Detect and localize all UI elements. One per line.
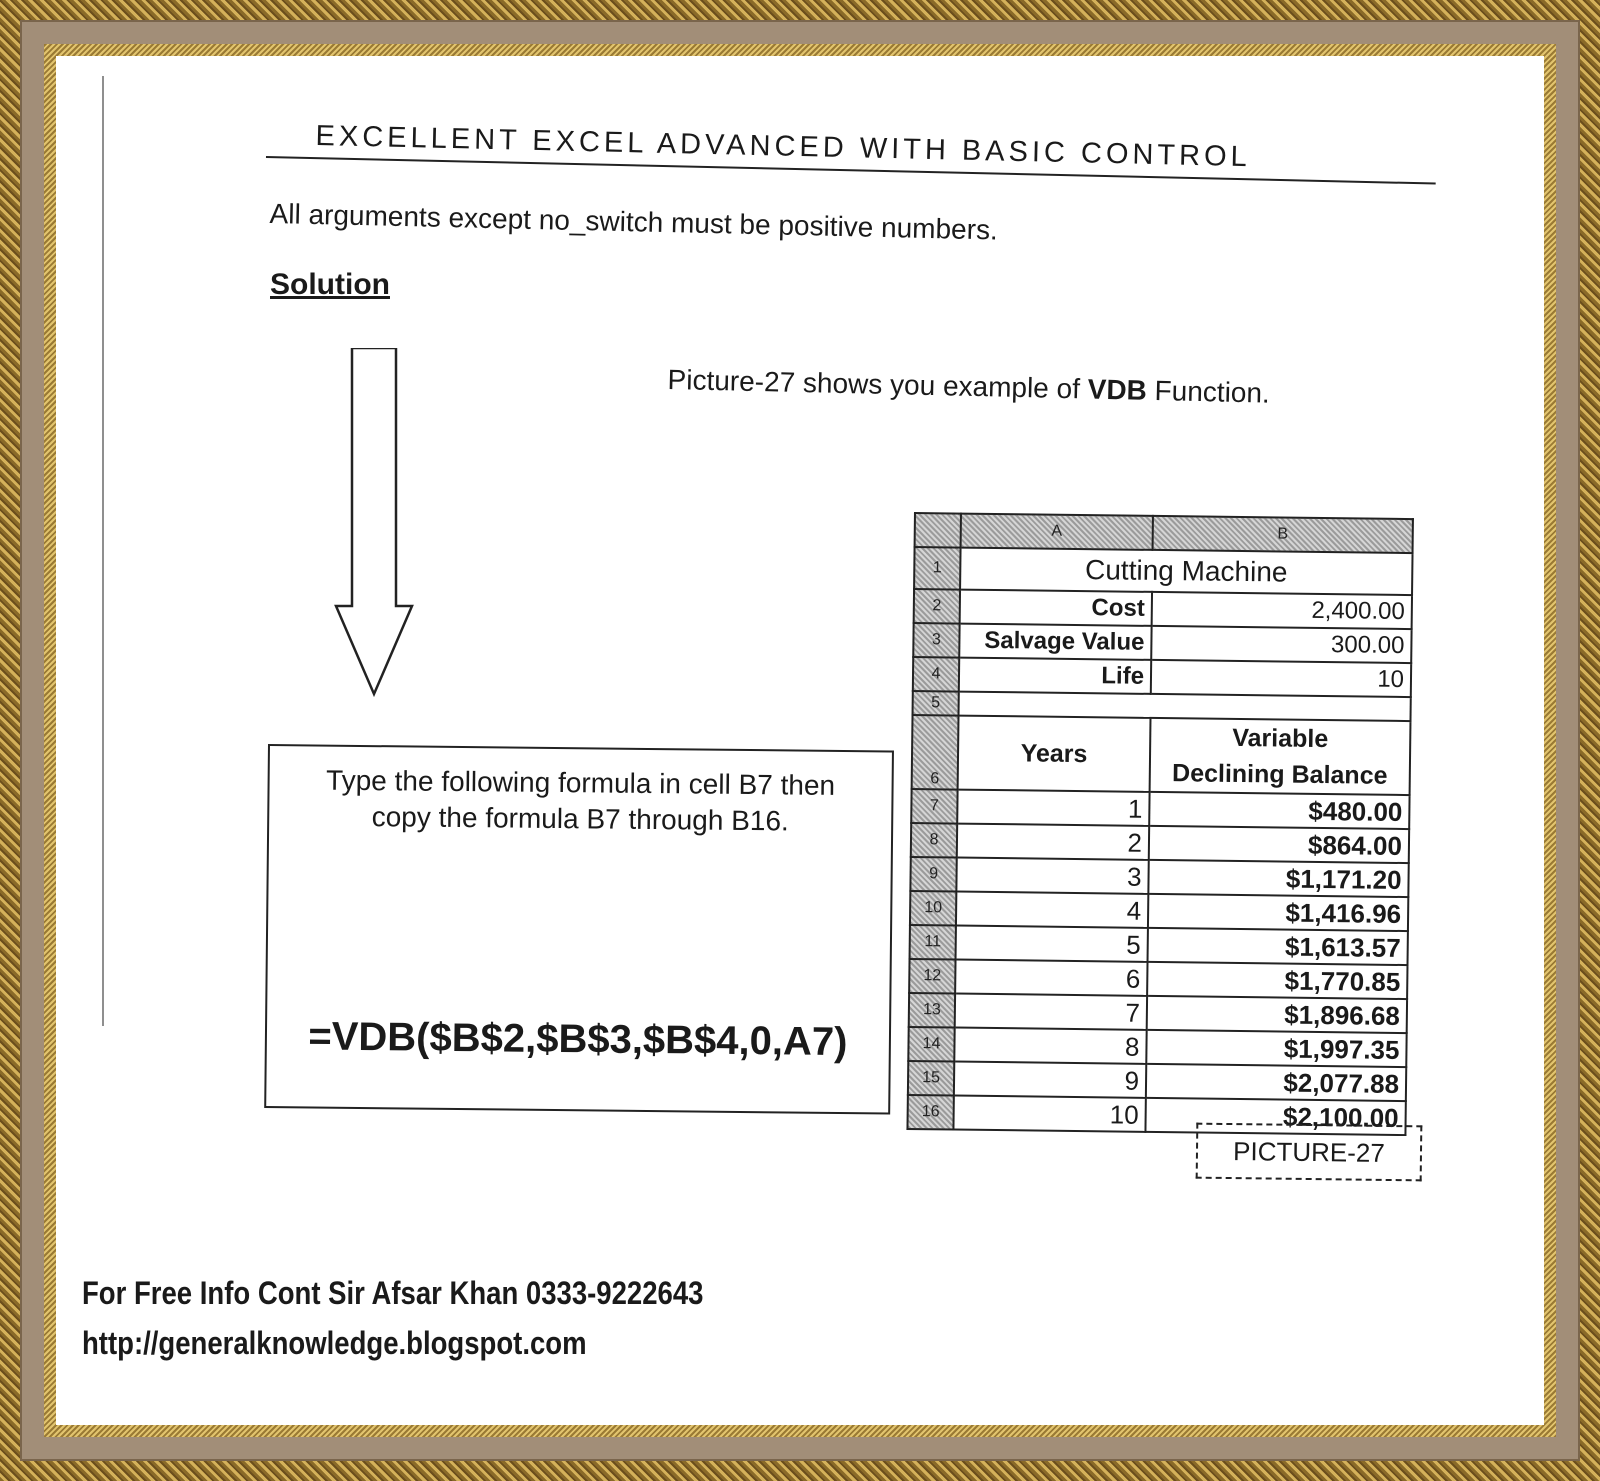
year-cell: 7 bbox=[955, 994, 1147, 1030]
intro-text: All arguments except no_switch must be positive numbers. bbox=[269, 198, 999, 246]
column-header-a: A bbox=[961, 514, 1153, 550]
column-header-b: B bbox=[1153, 516, 1413, 553]
sheet-title: Cutting Machine bbox=[960, 548, 1412, 596]
year-cell: 3 bbox=[956, 858, 1148, 894]
year-cell: 5 bbox=[956, 926, 1148, 962]
caption-prefix: Picture-27 shows you example of bbox=[667, 364, 1089, 405]
row-header: 5 bbox=[913, 691, 959, 716]
page-header-title: EXCELLENT EXCEL ADVANCED WITH BASIC CONTROL bbox=[315, 120, 1252, 174]
vdb-value-cell: $480.00 bbox=[1149, 792, 1409, 829]
year-cell: 10 bbox=[953, 1096, 1145, 1132]
row-header: 6 bbox=[912, 715, 959, 790]
year-cell: 6 bbox=[955, 960, 1147, 996]
row-header: 15 bbox=[908, 1061, 954, 1096]
input-label: Life bbox=[959, 658, 1151, 694]
vdb-value-cell: $1,171.20 bbox=[1148, 860, 1408, 897]
input-value: 10 bbox=[1151, 660, 1411, 697]
document-page bbox=[56, 56, 1544, 1425]
table-row bbox=[914, 547, 1412, 595]
vdb-value-cell: $1,997.35 bbox=[1146, 1030, 1406, 1067]
picture-caption bbox=[667, 364, 1270, 410]
row-header: 7 bbox=[911, 789, 957, 824]
input-value: 300.00 bbox=[1151, 626, 1411, 663]
row-header: 2 bbox=[914, 589, 960, 624]
row-header: 12 bbox=[909, 959, 955, 994]
row-header: 9 bbox=[910, 857, 956, 892]
row-header: 8 bbox=[911, 823, 957, 858]
vdb-value-cell: $1,613.57 bbox=[1148, 928, 1408, 965]
input-label: Salvage Value bbox=[959, 624, 1151, 660]
instructions-line-1: Type the following formula in cell B7 then bbox=[325, 764, 836, 801]
vdb-value-cell: $1,416.96 bbox=[1148, 894, 1408, 931]
vdb-value-cell: $1,770.85 bbox=[1147, 962, 1407, 999]
caption-suffix: Function. bbox=[1146, 374, 1271, 409]
footer-url: http://generalknowledge.blogspot.com bbox=[82, 1325, 587, 1361]
year-cell: 8 bbox=[954, 1028, 1146, 1064]
corner-cell bbox=[915, 513, 961, 548]
row-header: 13 bbox=[909, 993, 955, 1028]
table-row bbox=[912, 715, 1411, 795]
row-header: 4 bbox=[913, 657, 959, 692]
formula-instructions bbox=[269, 762, 892, 841]
year-cell: 2 bbox=[957, 824, 1149, 860]
spreadsheet bbox=[906, 512, 1414, 1136]
vdb-value-cell: $2,100.00 bbox=[1145, 1098, 1405, 1135]
year-cell: 1 bbox=[957, 790, 1149, 826]
formula-box bbox=[264, 744, 894, 1115]
row-header: 1 bbox=[914, 547, 961, 590]
row-header: 11 bbox=[910, 925, 956, 960]
vdb-formula: =VDB($B$2,$B$3,$B$4,0,A7) bbox=[308, 1014, 848, 1065]
caption-function-name: VDB bbox=[1087, 373, 1148, 406]
input-value: 2,400.00 bbox=[1152, 592, 1412, 629]
years-header: Years bbox=[958, 716, 1151, 792]
year-cell: 4 bbox=[956, 892, 1148, 928]
row-header: 3 bbox=[913, 623, 959, 658]
year-cell: 9 bbox=[954, 1062, 1146, 1098]
spreadsheet-table bbox=[906, 512, 1414, 1136]
picture-label: PICTURE-27 bbox=[1196, 1123, 1423, 1182]
footer bbox=[82, 1268, 703, 1368]
row-header: 14 bbox=[908, 1027, 954, 1062]
down-arrow-icon bbox=[334, 348, 414, 698]
footer-contact: For Free Info Cont Sir Afsar Khan 0333-9222643 bbox=[82, 1275, 704, 1311]
margin-line bbox=[102, 76, 104, 1026]
vdb-value-cell: $2,077.88 bbox=[1146, 1064, 1406, 1101]
vdb-header-line-2: Declining Balance bbox=[1171, 759, 1388, 790]
input-label: Cost bbox=[960, 590, 1152, 626]
row-header: 16 bbox=[907, 1095, 953, 1130]
vdb-header-line-1: Variable bbox=[1232, 723, 1329, 754]
instructions-line-2: copy the formula B7 through B16. bbox=[371, 801, 789, 837]
vdb-value-cell: $1,896.68 bbox=[1147, 996, 1407, 1033]
solution-heading: Solution bbox=[270, 268, 390, 301]
row-header: 10 bbox=[910, 891, 956, 926]
vdb-value-cell: $864.00 bbox=[1149, 826, 1409, 863]
vdb-header bbox=[1150, 718, 1411, 795]
